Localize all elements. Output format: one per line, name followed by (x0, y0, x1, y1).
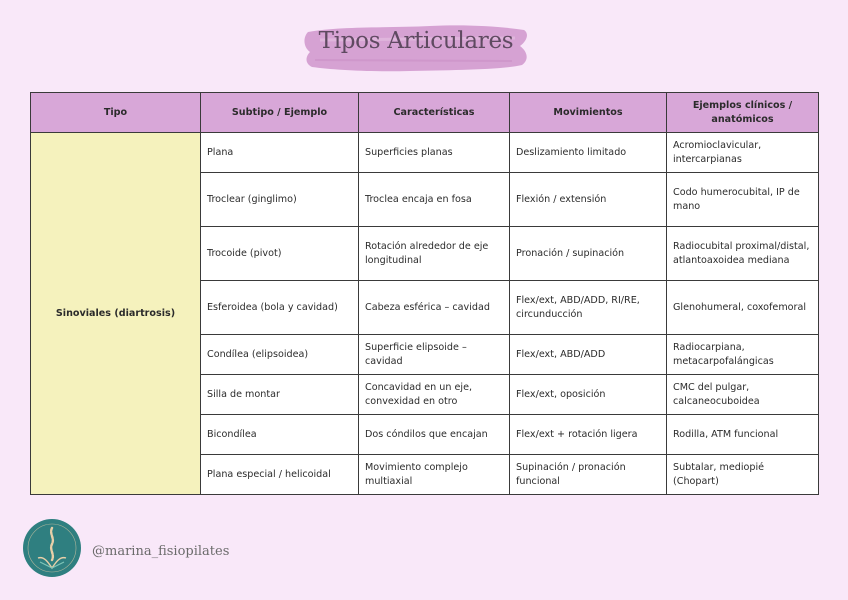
subtipo-cell: Troclear (ginglimo) (201, 173, 359, 227)
header-ejemplos: Ejemplos clínicos / anatómicos (667, 93, 819, 133)
movimientos-cell: Flexión / extensión (510, 173, 667, 227)
subtipo-cell: Plana (201, 133, 359, 173)
subtipo-cell: Trocoide (pivot) (201, 227, 359, 281)
header-caracteristicas: Características (359, 93, 510, 133)
subtipo-cell: Bicondílea (201, 415, 359, 455)
movimientos-cell: Deslizamiento limitado (510, 133, 667, 173)
subtipo-cell: Silla de montar (201, 375, 359, 415)
caracteristicas-cell: Movimiento complejo multiaxial (359, 455, 510, 495)
social-handle: @marina_fisiopilates (92, 544, 230, 559)
caracteristicas-cell: Concavidad en un eje, convexidad en otro (359, 375, 510, 415)
subtipo-cell: Esferoidea (bola y cavidad) (201, 281, 359, 335)
tipo-cell: Sinoviales (diartrosis) (31, 133, 201, 495)
subtipo-cell: Plana especial / helicoidal (201, 455, 359, 495)
ejemplos-cell: Radiocarpiana, metacarpofalángicas (667, 335, 819, 375)
ejemplos-cell: CMC del pulgar, calcaneocuboidea (667, 375, 819, 415)
header-tipo: Tipo (31, 93, 201, 133)
brand-logo (22, 518, 82, 578)
movimientos-cell: Flex/ext, ABD/ADD (510, 335, 667, 375)
movimientos-cell: Flex/ext, ABD/ADD, RI/RE, circunducción (510, 281, 667, 335)
ejemplos-cell: Rodilla, ATM funcional (667, 415, 819, 455)
caracteristicas-cell: Superficies planas (359, 133, 510, 173)
movimientos-cell: Supinación / pronación funcional (510, 455, 667, 495)
ejemplos-cell: Codo humerocubital, IP de mano (667, 173, 819, 227)
movimientos-cell: Pronación / supinación (510, 227, 667, 281)
header-movimientos: Movimientos (510, 93, 667, 133)
ejemplos-cell: Radiocubital proximal/distal, atlantoaxoidea mediana (667, 227, 819, 281)
caracteristicas-cell: Rotación alrededor de eje longitudinal (359, 227, 510, 281)
subtipo-cell: Condílea (elipsoidea) (201, 335, 359, 375)
table-header-row (31, 93, 819, 133)
table-row (31, 133, 819, 173)
caracteristicas-cell: Superficie elipsoide – cavidad (359, 335, 510, 375)
caracteristicas-cell: Dos cóndilos que encajan (359, 415, 510, 455)
title-banner (300, 20, 532, 76)
movimientos-cell: Flex/ext, oposición (510, 375, 667, 415)
header-subtipo: Subtipo / Ejemplo (201, 93, 359, 133)
movimientos-cell: Flex/ext + rotación ligera (510, 415, 667, 455)
caracteristicas-cell: Troclea encaja en fosa (359, 173, 510, 227)
ejemplos-cell: Subtalar, mediopié (Chopart) (667, 455, 819, 495)
ejemplos-cell: Acromioclavicular, intercarpianas (667, 133, 819, 173)
page-title: Tipos Articulares (318, 28, 514, 54)
caracteristicas-cell: Cabeza esférica – cavidad (359, 281, 510, 335)
joint-types-table (30, 92, 819, 495)
ejemplos-cell: Glenohumeral, coxofemoral (667, 281, 819, 335)
